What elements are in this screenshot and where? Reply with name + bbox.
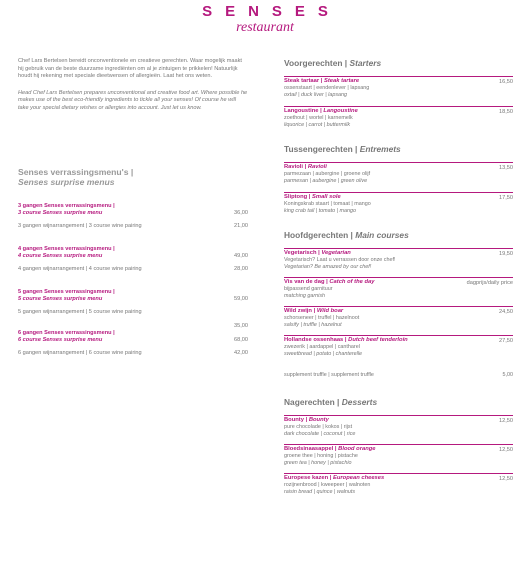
right-column (284, 58, 513, 495)
dish-name (284, 78, 513, 85)
section-title-english: Entremets (359, 144, 401, 154)
dish-ingredients-dutch: groene thee | honing | pistache (284, 453, 358, 459)
dish-ingredients-english: dark chocolate | coconut | rice (284, 430, 356, 437)
wine-pairing-price: 35,00 (234, 322, 248, 329)
section-title-dutch: Voorgerechten | (284, 58, 348, 68)
prev-pairing-price-row (18, 323, 248, 330)
dish-ingredients-dutch: rozijnenbrood | kweepeer | walnoten (284, 482, 371, 488)
menu-name-dutch-text: 5 gangen Senses verrassingsmenu | (18, 288, 115, 295)
section-title-desserts (284, 397, 513, 407)
wine-pairing-label: 6 gangen wijnarrangement | 6 course wine pairing (18, 349, 142, 356)
dish-name-dutch: Bloedsinaasappel | (284, 446, 337, 452)
section-title-main-courses (284, 230, 513, 240)
dish-price: 18,50 (499, 109, 513, 115)
menu-price: 36,00 (234, 209, 248, 216)
dish-name-english: Small sole (312, 194, 341, 200)
dish-price: 13,50 (499, 165, 513, 171)
dish-dutch-beef-tenderloin (284, 335, 513, 357)
dish-ingredients-dutch: zwezerik | aardappel | cantharel (284, 344, 360, 350)
menu-name-english-text: 3 course Senses surprise menu (18, 209, 103, 216)
dish-ingredients-dutch: bijpassend garnituur (284, 286, 333, 292)
supplement-label: supplement truffle | supplement truffle (284, 372, 374, 378)
brand-header (0, 0, 530, 35)
menu-name-english-text: 4 course Senses surprise menu (18, 252, 103, 259)
menu-name-dutch (18, 203, 248, 210)
dish-ravioli (284, 162, 513, 184)
section-title-english: Desserts (341, 397, 378, 407)
dish-name-dutch: Sliptong | (284, 194, 311, 200)
wine-pairing (18, 223, 248, 230)
dish-ingredients-english: parmesan | aubergine | green olive (284, 177, 368, 184)
menu-name-dutch (18, 289, 248, 296)
dish-ingredients-english: oxtail | duck liver | lapsang (284, 91, 348, 98)
dish-name-dutch: Bounty | (284, 417, 308, 423)
section-title-dutch: Nagerechten | (284, 397, 340, 407)
menu-name-english-text: 6 course Senses surprise menu (18, 336, 103, 343)
section-title-starters (284, 58, 513, 68)
wine-pairing-label: 3 gangen wijnarrangement | 3 course wine pairing (18, 222, 142, 229)
dish-price: 16,50 (499, 79, 513, 85)
supplement-price: 5,00 (502, 372, 513, 378)
dish-name (284, 446, 513, 453)
dish-name-english: Steak tartare (323, 78, 360, 84)
truffle-supplement (284, 372, 513, 379)
wine-pairing-label: 4 gangen wijnarrangement | 4 course wine pairing (18, 265, 142, 272)
dish-ingredients-dutch: ossenstaart | eendenlever | lapsang (284, 85, 370, 91)
dish-name (284, 164, 513, 171)
dish-vegetarian (284, 248, 513, 270)
intro-text (18, 58, 248, 113)
dish-name-dutch: Langoustine | (284, 108, 322, 114)
brand-subtitle: restaurant (236, 20, 294, 35)
left-column (18, 58, 248, 357)
dish-catch-of-the-day (284, 277, 513, 299)
dish-name-dutch: Hollandse ossenhaas | (284, 337, 347, 343)
dish-ingredients-english: raisin bread | quince | walnuts (284, 488, 356, 495)
dish-name-english: Langoustine (323, 108, 358, 114)
surprise-menu-6 (18, 323, 248, 357)
menu-name-english-text: 5 course Senses surprise menu (18, 295, 103, 302)
dish-name (284, 250, 513, 257)
dish-name-english: Vegetarian (321, 250, 351, 256)
menu-name-dutch (18, 330, 248, 337)
dish-price: 12,50 (499, 447, 513, 453)
surprise-menu-3 (18, 203, 248, 230)
dish-name-dutch: Europese kazen | (284, 475, 332, 481)
dish-name (284, 194, 513, 201)
wine-pairing (18, 266, 248, 273)
dish-name-dutch: Vis van de dag | (284, 279, 328, 285)
menu-name-dutch-text: 4 gangen Senses verrassingsmenu | (18, 245, 115, 252)
wine-pairing-price: 42,00 (234, 349, 248, 356)
menu-price: 59,00 (234, 295, 248, 302)
dish-ingredients-english: sweetbread | potato | chanterelle (284, 350, 363, 357)
dish-ingredients-dutch: zoethout | wortel | karnemelk (284, 115, 353, 121)
dish-steak-tartare (284, 76, 513, 98)
dish-ingredients-dutch: parmezaan | aubergine | groene olijf (284, 171, 371, 177)
dish-name-english: Wild boar (316, 308, 344, 314)
intro-dutch: Chef Lars Bertelsen bereidt onconventionele en creatieve gerechten. Waar mogelijk maakt hij gebruik van de beste duurzame ingrediënten om al je zintuigen te prikkelen! Natuurlijk houdt hij rekening met speciale dieetwensen of allergieën. Laat het ons weten. (18, 58, 242, 80)
brand-name: SENSES (202, 3, 341, 20)
menu-name-english (18, 253, 248, 260)
wine-pairing (18, 350, 248, 357)
dish-ingredients-english: liquorice | carrot | buttermilk (284, 121, 351, 128)
dish-bounty (284, 415, 513, 437)
dish-langoustine (284, 106, 513, 128)
menu-name-dutch (18, 246, 248, 253)
dish-ingredients-english: Vegetarian? Be amazed by our chef! (284, 263, 372, 270)
dish-ingredients-english: matching garnish (284, 292, 326, 299)
intro-english: Head Chef Lars Bertelsen prepares unconventional and creative food art. Where possible he makes use of the best eco-friendly ingredients to tickle all your senses! Of course he will take your special dietary wishes or allergies into account. Just let us know. (18, 89, 248, 111)
dish-price: 19,50 (499, 251, 513, 257)
dish-price: 27,50 (499, 338, 513, 344)
dish-name (284, 308, 513, 315)
wine-pairing-price: 21,00 (234, 222, 248, 229)
dish-name-english: Bounty (308, 417, 329, 423)
dish-ingredients-dutch: Koningskrab staart | tomaat | mango (284, 201, 371, 207)
menu-name-english (18, 296, 248, 303)
menu-price: 49,00 (234, 252, 248, 259)
section-title-entremets (284, 144, 513, 154)
wine-pairing-price: 28,00 (234, 265, 248, 272)
dish-name-english: European cheeses (333, 475, 385, 481)
dish-name-dutch: Steak tartaar | (284, 78, 323, 84)
dish-name-english: Ravioli (307, 164, 327, 170)
dish-name-dutch: Ravioli | (284, 164, 307, 170)
dish-price: 24,50 (499, 309, 513, 315)
surprise-menu-4 (18, 246, 248, 273)
wine-pairing (18, 309, 248, 316)
dish-name-dutch: Vegetarisch | (284, 250, 320, 256)
surprise-menus-title (18, 167, 248, 187)
section-title-english: Starters (349, 58, 382, 68)
dish-ingredients-dutch: Vegetarisch? Laat u verrassen door onze chef! (284, 257, 396, 263)
dish-price: 12,50 (499, 476, 513, 482)
section-title-dutch: Tussengerechten | (284, 144, 358, 154)
dish-ingredients-dutch: schorseneer | truffel | hazelnoot (284, 315, 360, 321)
dish-name-english: Blood orange (338, 446, 376, 452)
dish-wild-boar (284, 306, 513, 328)
dish-european-cheeses (284, 473, 513, 495)
dish-name-english: Dutch beef tenderloin (348, 337, 408, 343)
surprise-menu-5 (18, 289, 248, 316)
surprise-title-english: Senses surprise menus (18, 176, 115, 187)
menu-name-dutch-text: 3 gangen Senses verrassingsmenu | (18, 202, 115, 209)
surprise-title-dutch: Senses verrassingsmenu's | (18, 166, 134, 177)
dish-price: 12,50 (499, 418, 513, 424)
dish-price: 17,50 (499, 195, 513, 201)
dish-name (284, 417, 513, 424)
dish-small-sole (284, 192, 513, 214)
dish-name-dutch: Wild zwijn | (284, 308, 316, 314)
dish-blood-orange (284, 444, 513, 466)
wine-pairing-label: 5 gangen wijnarrangement | 5 course wine pairing (18, 308, 142, 315)
menu-name-english (18, 210, 248, 217)
dish-price: dagprijs/daily price (466, 280, 513, 286)
dish-ingredients-english: salsify | truffle | hazelnut (284, 321, 342, 328)
section-title-english: Main courses (355, 230, 409, 240)
dish-name (284, 108, 513, 115)
dish-ingredients-dutch: pure chocolade | kokos | rijst (284, 424, 353, 430)
menu-price: 68,00 (234, 336, 248, 343)
menu-name-english (18, 337, 248, 344)
section-title-dutch: Hoofdgerechten | (284, 230, 353, 240)
dish-name (284, 337, 513, 344)
dish-ingredients-english: king crab tail | tomato | mango (284, 207, 357, 214)
menu-name-dutch-text: 6 gangen Senses verrassingsmenu | (18, 329, 115, 336)
dish-name-english: Catch of the day (329, 279, 375, 285)
dish-name (284, 475, 513, 482)
dish-ingredients-english: green tea | honey | pistachio (284, 459, 352, 466)
